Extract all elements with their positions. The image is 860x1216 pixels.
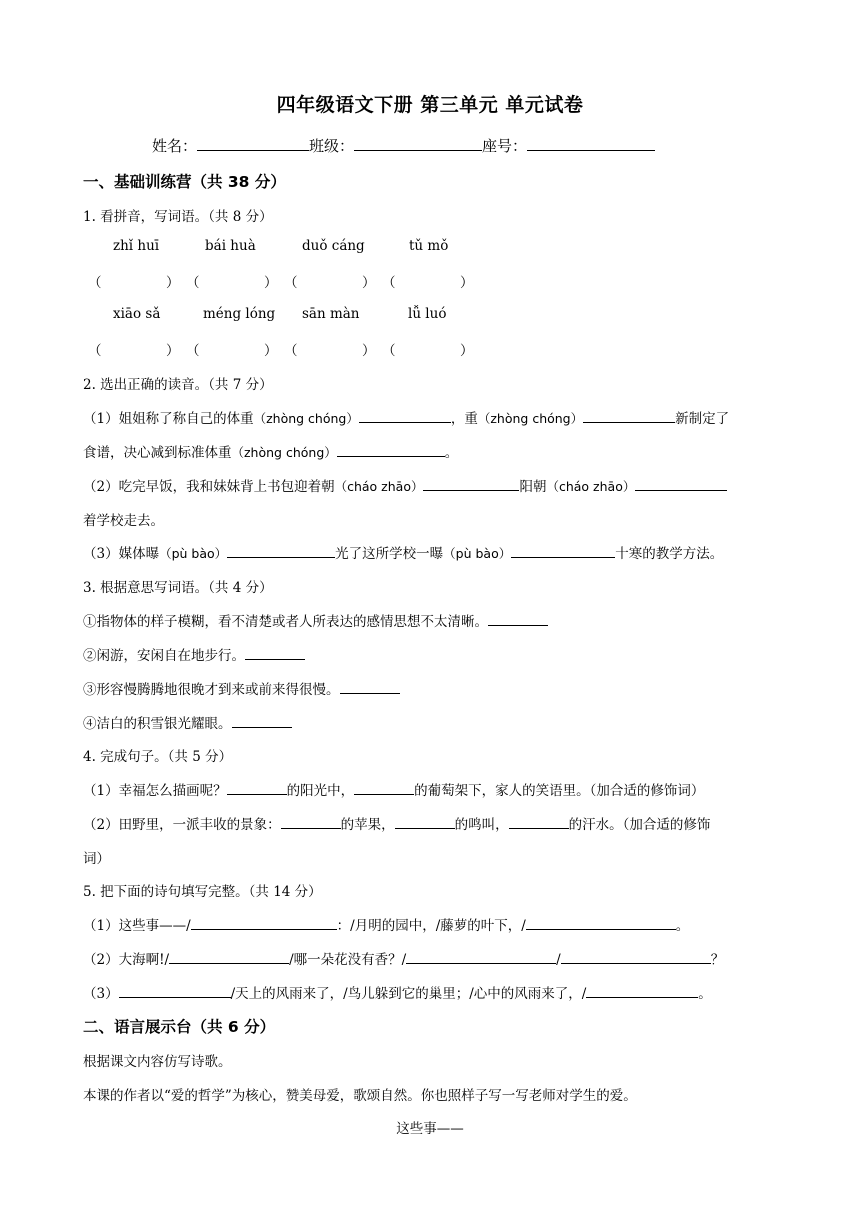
pinyin-6: méng lóng [203,306,276,322]
q2-item-3: （3）媒体曝（pù bào） 光了这所学校一曝（pù bào） 十寒的教学方法。 [83,546,724,562]
answer-paren-open: （ [284,275,298,291]
answer-blank[interactable] [406,951,556,964]
answer-paren-close: ） [460,343,474,359]
answer-blank[interactable] [227,545,335,558]
q4-item-2: （2）田野里，一派丰收的景象： 的苹果， 的鸣叫， 的汗水。（加合适的修饰 [83,817,711,833]
q5-item-2: （2）大海啊!/ /哪一朵花没有香？/ / ？ [83,952,725,968]
pinyin-4: tǔ mǒ [409,238,449,254]
answer-paren-open: （ [186,343,200,359]
q2-item-2-cont: 着学校走去。 [83,513,164,529]
q3-item-1: ①指物体的样子模糊，看不清楚或者人所表达的感情思想不太清晰。 [83,610,548,630]
q3-title: 3. 根据意思写词语。（共 4 分） [83,580,273,596]
pinyin-5: xiāo sǎ [113,306,161,322]
answer-paren-open: （ [382,343,396,359]
pinyin-3: duǒ cáng [302,238,365,254]
answer-blank[interactable] [169,951,289,964]
section-2-heading: 二、语言展示台（共 6 分） [83,1018,276,1036]
name-label: 姓名： [152,137,198,155]
answer-paren-open: （ [186,275,200,291]
answer-blank[interactable] [340,681,400,694]
class-label: 班级： [309,137,355,155]
answer-blank[interactable] [561,951,711,964]
pinyin-7: sān màn [302,306,360,322]
answer-blank[interactable] [119,985,231,998]
answer-blank[interactable] [526,917,676,930]
answer-paren-open: （ [88,343,102,359]
q3-item-3: ③形容慢腾腾地很晚才到来或前来得很慢。 [83,678,400,698]
q5-item-3: （3） /天上的风雨来了，/鸟儿躲到它的巢里；/心中的风雨来了，/ 。 [83,986,712,1002]
answer-paren-close: ） [362,275,376,291]
s2-description: 本课的作者以“爱的哲学”为核心，赞美母爱，歌颂自然。你也照样子写一写老师对学生的爱。 [83,1088,637,1104]
answer-blank[interactable] [245,647,305,660]
q4-title: 4. 完成句子。（共 5 分） [83,749,233,765]
class-blank[interactable] [354,136,482,151]
answer-blank[interactable] [395,816,455,829]
answer-blank[interactable] [227,782,287,795]
seat-blank[interactable] [527,136,655,151]
q4-item-2-cont: 词） [83,851,110,867]
student-info-line [152,135,655,156]
answer-blank[interactable] [354,782,414,795]
answer-blank[interactable] [281,816,341,829]
answer-blank[interactable] [583,410,675,423]
section-1-heading: 一、基础训练营（共 38 分） [83,173,286,191]
pinyin-2: bái huà [205,238,256,254]
answer-paren-close: ） [166,343,180,359]
pinyin-8: lǚ luó [408,306,447,322]
seat-label: 座号： [482,137,528,155]
answer-blank[interactable] [191,917,337,930]
answer-blank[interactable] [337,444,445,457]
answer-blank[interactable] [488,613,548,626]
q5-item-1: （1）这些事——/ ：/月明的园中，/藤萝的叶下，/ 。 [83,918,690,934]
answer-paren-close: ） [362,343,376,359]
answer-blank[interactable] [232,715,292,728]
q2-title: 2. 选出正确的读音。（共 7 分） [83,377,273,393]
page-title: 四年级语文下册 第三单元 单元试卷 [276,94,584,116]
pinyin-1: zhǐ huī [113,238,160,254]
s2-poem-start: 这些事—— [396,1121,464,1137]
answer-paren-close: ） [166,275,180,291]
q3-item-2: ②闲游，安闲自在地步行。 [83,644,305,664]
answer-blank[interactable] [359,410,451,423]
q2-item-2: （2）吃完早饭，我和妹妹背上书包迎着朝（cháo zhāo） 阳朝（cháo zhāo） [83,475,727,495]
answer-paren-open: （ [88,275,102,291]
answer-paren-close: ） [264,275,278,291]
answer-paren-open: （ [382,275,396,291]
answer-paren-close: ） [264,343,278,359]
answer-blank[interactable] [509,816,569,829]
answer-blank[interactable] [423,478,519,491]
answer-blank[interactable] [511,545,615,558]
s2-instruction: 根据课文内容仿写诗歌。 [83,1054,232,1070]
answer-blank[interactable] [635,478,727,491]
answer-blank[interactable] [586,985,698,998]
q1-title: 1. 看拼音，写词语。（共 8 分） [83,209,273,225]
q2-item-1: （1）姐姐称了称自己的体重（zhòng chóng） ，重（zhòng chóng） 新制定了 [83,411,730,427]
q3-item-4: ④洁白的积雪银光耀眼。 [83,712,292,732]
q2-item-1-cont: 食谱，决心减到标准体重（zhòng chóng） 。 [83,445,459,461]
q5-title: 5. 把下面的诗句填写完整。（共 14 分） [83,884,322,900]
name-blank[interactable] [197,136,309,151]
answer-paren-close: ） [460,275,474,291]
answer-paren-open: （ [284,343,298,359]
q4-item-1: （1）幸福怎么描画呢？ 的阳光中， 的葡萄架下，家人的笑语里。（加合适的修饰词） [83,783,705,799]
